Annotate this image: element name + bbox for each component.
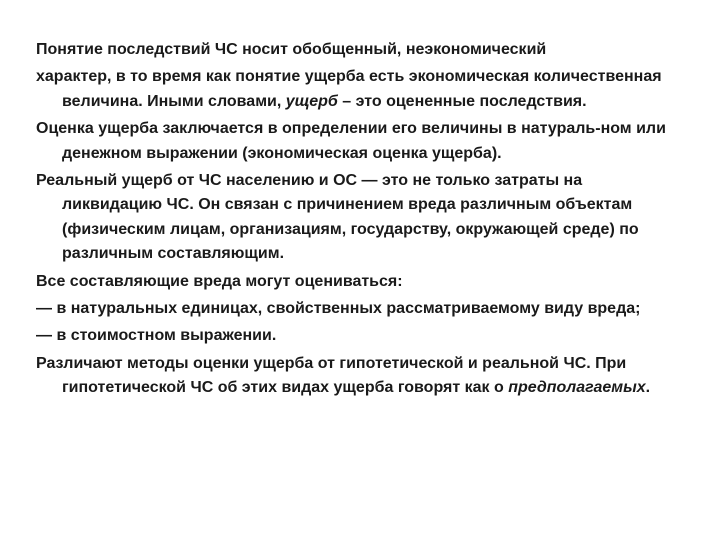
text-run: Различают методы оценки ущерба от гипотетической и реальной ЧС. При гипотетической ЧС об этих видах ущерба говорят как о bbox=[36, 354, 627, 397]
paragraph-damage-assessment bbox=[36, 117, 676, 166]
text-run: — в стоимостном выражении. bbox=[36, 327, 277, 345]
paragraph-damage-definition bbox=[36, 65, 676, 114]
text-run: Оценка ущерба заключается в определении его величины в натураль-ном или денежном выражении (экономическая оценка ущерба). bbox=[36, 120, 666, 162]
slide-text-body bbox=[36, 38, 676, 404]
text-run: . bbox=[645, 379, 651, 397]
text-run: характер, в то время как понятие ущерба есть экономическая количественная величина. Иными словами, bbox=[36, 68, 662, 110]
italic-term: ущерб bbox=[285, 92, 338, 110]
text-run: — в натуральных единицах, свойственных рассматриваемому виду вреда; bbox=[36, 300, 641, 318]
text-run: Понятие последствий ЧС носит обобщенный, неэкономический bbox=[36, 41, 547, 58]
paragraph-real-damage bbox=[36, 169, 676, 267]
text-run: – это оцененные последствия. bbox=[337, 92, 587, 110]
paragraph-assessment-methods bbox=[36, 352, 676, 401]
list-item-monetary bbox=[36, 324, 676, 348]
paragraph-consequences-definition bbox=[36, 38, 676, 62]
list-item-natural-units bbox=[36, 297, 676, 321]
paragraph-components-intro bbox=[36, 270, 676, 294]
italic-term: предполагаемых bbox=[508, 379, 646, 397]
text-run: Реальный ущерб от ЧС населению и ОС — это не только затраты на ликвидацию ЧС. Он связан с причинением вреда различным объектам (физическим лицам, организациям, государству, окружающей среде) по различным составляющим. bbox=[36, 172, 639, 263]
text-run: Все составляющие вреда могут оцениваться: bbox=[36, 272, 403, 290]
